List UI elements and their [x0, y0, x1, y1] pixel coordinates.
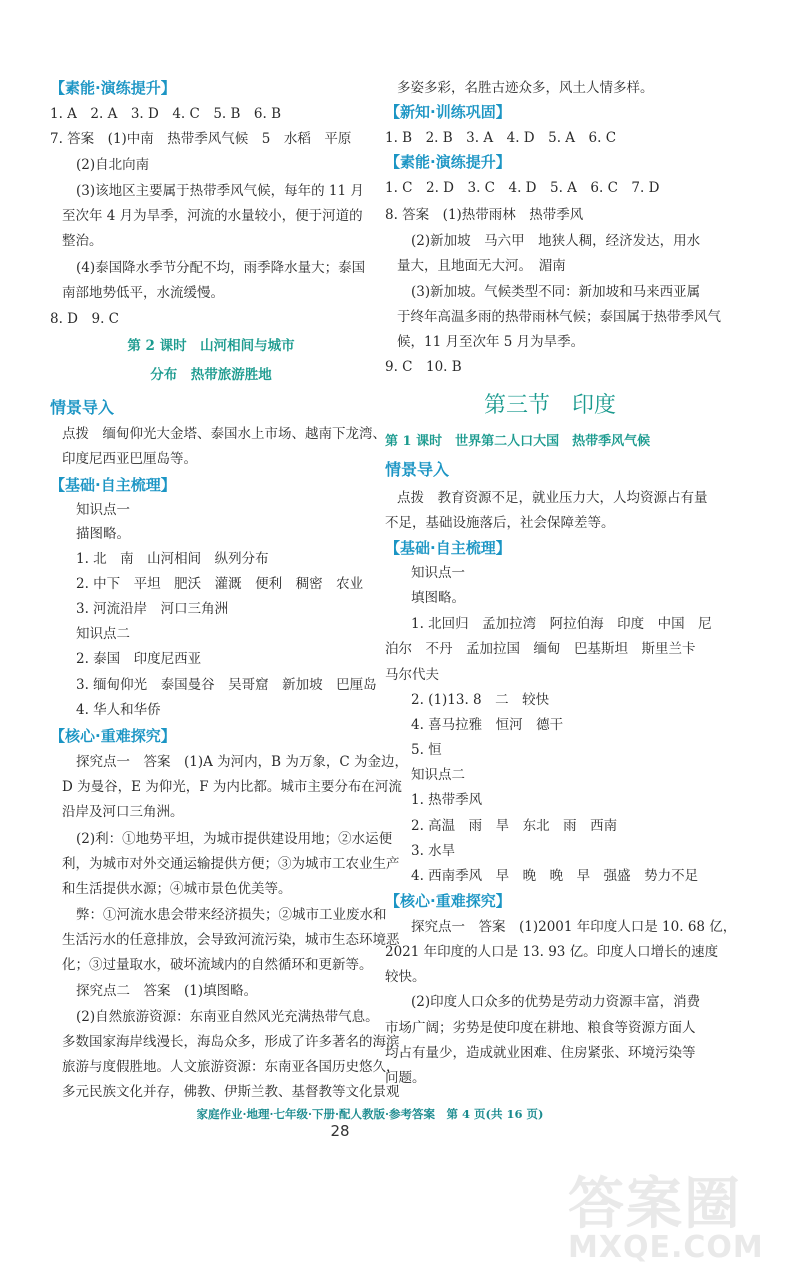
answer-line: 于终年高温多雨的热带雨林气候；泰国属于热带季风气	[397, 309, 721, 325]
answer-line: 较快。	[385, 969, 426, 985]
lesson-title: 第 1 课时 世界第二人口大国 热带季风气候	[385, 434, 651, 449]
answer-line: (2)新加坡 马六甲 地狭人稠，经济发达，用水	[411, 233, 701, 249]
section-tag-basics: 【基础·自主梳理】	[385, 539, 511, 557]
answer-line: (3)新加坡。气候类型不同：新加坡和马来西亚属	[411, 284, 701, 300]
answer-line: 生活污水的任意排放，会导致河流污染，城市生态环境恶	[62, 932, 400, 948]
answer-line: 多数国家海岸线漫长，海岛众多，形成了许多著名的海滨	[62, 1034, 400, 1050]
answer-line: 3. 缅甸仰光 泰国曼谷 吴哥窟 新加坡 巴厘岛	[76, 677, 377, 693]
answer-line: 探究点一 答案 (1)A 为河内，B 为万象，C 为金边，	[76, 754, 408, 770]
section-title-india: 第三节 印度	[483, 393, 616, 418]
answer-line: 印度尼西亚巴厘岛等。	[62, 451, 197, 467]
knowledge-point-label: 知识点一	[411, 565, 465, 581]
page-footer: 家庭作业·地理·七年级·下册·配人教版·参考答案 第 4 页(共 16 页)	[196, 1107, 544, 1121]
answer-line: 填图略。	[411, 590, 465, 606]
answer-line: 市场广阔；劣势是使印度在耕地、粮食等资源方面人	[385, 1020, 696, 1036]
section-tag-basics: 【基础·自主梳理】	[50, 476, 176, 494]
section-heading-intro: 情景导入	[385, 460, 450, 479]
watermark-text: 答案圈	[568, 1172, 742, 1237]
answer-line: 1. A 2. A 3. D 4. C 5. B 6. B	[50, 106, 282, 122]
answer-line: 3. 水旱	[411, 843, 456, 859]
answer-line: 沿岸及河口三角洲。	[62, 804, 184, 820]
answer-line: 描图略。	[76, 526, 130, 542]
answer-line: 量大，且地面无大河。 湄南	[397, 258, 566, 274]
answer-line: 点拨 教育资源不足，就业压力大，人均资源占有量	[397, 490, 708, 506]
section-tag-core: 【核心·重难探究】	[385, 892, 511, 910]
lesson-title-line2: 分布 热带旅游胜地	[150, 367, 272, 383]
answer-line: 和生活提供水源；④城市景色优美等。	[62, 881, 292, 897]
lesson-title-line1: 第 2 课时 山河相间与城市	[127, 338, 295, 354]
answer-line: 1. 热带季风	[411, 792, 483, 808]
section-tag-core: 【核心·重难探究】	[50, 727, 176, 745]
answer-line: 1. 北 南 山河相间 纵列分布	[76, 551, 269, 567]
answer-line: 问题。	[385, 1070, 426, 1086]
page-number: 28	[330, 1122, 350, 1140]
answer-line: 探究点二 答案 (1)填图略。	[76, 983, 258, 999]
answer-line: 化；③过量取水，破坏流域内的自然循环和更新等。	[62, 957, 373, 973]
answer-line: 2. 中下 平坦 肥沃 灌溉 便利 稠密 农业	[76, 576, 364, 592]
answer-line: (4)泰国降水季节分配不均，雨季降水量大；泰国	[76, 260, 366, 276]
answer-line: 利，为城市对外交通运输提供方便；③为城市工农业生产	[62, 856, 400, 872]
section-tag-new-knowledge: 【新知·训练巩固】	[385, 103, 511, 121]
answer-line: 1. B 2. B 3. A 4. D 5. A 6. C	[385, 130, 617, 146]
answer-line: 2. 高温 雨 旱 东北 雨 西南	[411, 818, 618, 834]
answer-line: (2)自然旅游资源：东南亚自然风光充满热带气息。	[76, 1009, 379, 1025]
answer-line: 3. 河流沿岸 河口三角洲	[76, 601, 229, 617]
answer-line: 8. D 9. C	[50, 311, 119, 327]
answer-line: 旅游与度假胜地。人文旅游资源：东南亚各国历史悠久，	[62, 1059, 400, 1075]
answer-line: 1. C 2. D 3. C 4. D 5. A 6. C 7. D	[385, 180, 660, 196]
answer-line: 泊尔 不丹 孟加拉国 缅甸 巴基斯坦 斯里兰卡	[385, 641, 696, 657]
answer-line: 8. 答案 (1)热带雨林 热带季风	[385, 207, 584, 223]
answer-line: 探究点一 答案 (1)2001 年印度人口是 10. 68 亿，	[411, 919, 737, 935]
knowledge-point-label: 知识点一	[76, 502, 130, 518]
answer-line: 2. (1)13. 8 二 较快	[411, 692, 550, 708]
answer-line: 2. 泰国 印度尼西亚	[76, 651, 202, 667]
section-tag-practice: 【素能·演练提升】	[50, 79, 176, 97]
answer-line: 不足，基础设施落后，社会保障差等。	[385, 515, 615, 531]
answer-line: (2)利：①地势平坦，为城市提供建设用地；②水运便	[76, 831, 393, 847]
answer-line: 4. 西南季风 早 晚 晚 早 强盛 势力不足	[411, 868, 699, 884]
watermark-url: MXQE.COM	[568, 1230, 764, 1265]
answer-line: 7. 答案 (1)中南 热带季风气候 5 水稻 平原	[50, 131, 352, 147]
answer-line: (2)自北向南	[76, 157, 150, 173]
answer-line: 9. C 10. B	[385, 359, 462, 375]
answer-line: 4. 喜马拉雅 恒河 德干	[411, 717, 564, 733]
knowledge-point-label: 知识点二	[76, 626, 130, 642]
answer-line: 马尔代夫	[385, 667, 439, 683]
answer-line: 南部地势低平，水流缓慢。	[62, 285, 224, 301]
answer-line: 5. 恒	[411, 742, 442, 758]
answer-line: 4. 华人和华侨	[76, 702, 161, 718]
answer-line: 整治。	[62, 233, 103, 249]
answer-line: 点拨 缅甸仰光大金塔、泰国水上市场、越南下龙湾、	[62, 426, 386, 442]
answer-line: 均占有量少，造成就业困难、住房紧张、环境污染等	[385, 1045, 696, 1061]
answer-line: 2021 年印度的人口是 13. 93 亿。印度人口增长的速度	[385, 944, 719, 960]
knowledge-point-label: 知识点二	[411, 767, 465, 783]
watermark-logo	[568, 1160, 790, 1272]
answer-line: (3)该地区主要属于热带季风气候，每年的 11 月	[76, 183, 364, 199]
answer-line: 至次年 4 月为旱季，河流的水量较小，便于河道的	[62, 208, 363, 224]
answer-line: 弊：①河流水患会带来经济损失；②城市工业废水和	[76, 907, 387, 923]
answer-line: 候，11 月至次年 5 月为旱季。	[397, 334, 585, 350]
answer-line: (2)印度人口众多的优势是劳动力资源丰富，消费	[411, 994, 701, 1010]
answer-line: 多姿多彩，名胜古迹众多，风土人情多样。	[397, 80, 654, 96]
answer-line: D 为曼谷，E 为仰光，F 为内比都。城市主要分布在河流	[62, 779, 402, 795]
answer-line: 1. 北回归 孟加拉湾 阿拉伯海 印度 中国 尼	[411, 616, 712, 632]
answer-line: 多元民族文化并存，佛教、伊斯兰教、基督教等文化景观	[62, 1084, 400, 1100]
section-tag-practice: 【素能·演练提升】	[385, 153, 511, 171]
section-heading-intro: 情景导入	[50, 398, 115, 417]
